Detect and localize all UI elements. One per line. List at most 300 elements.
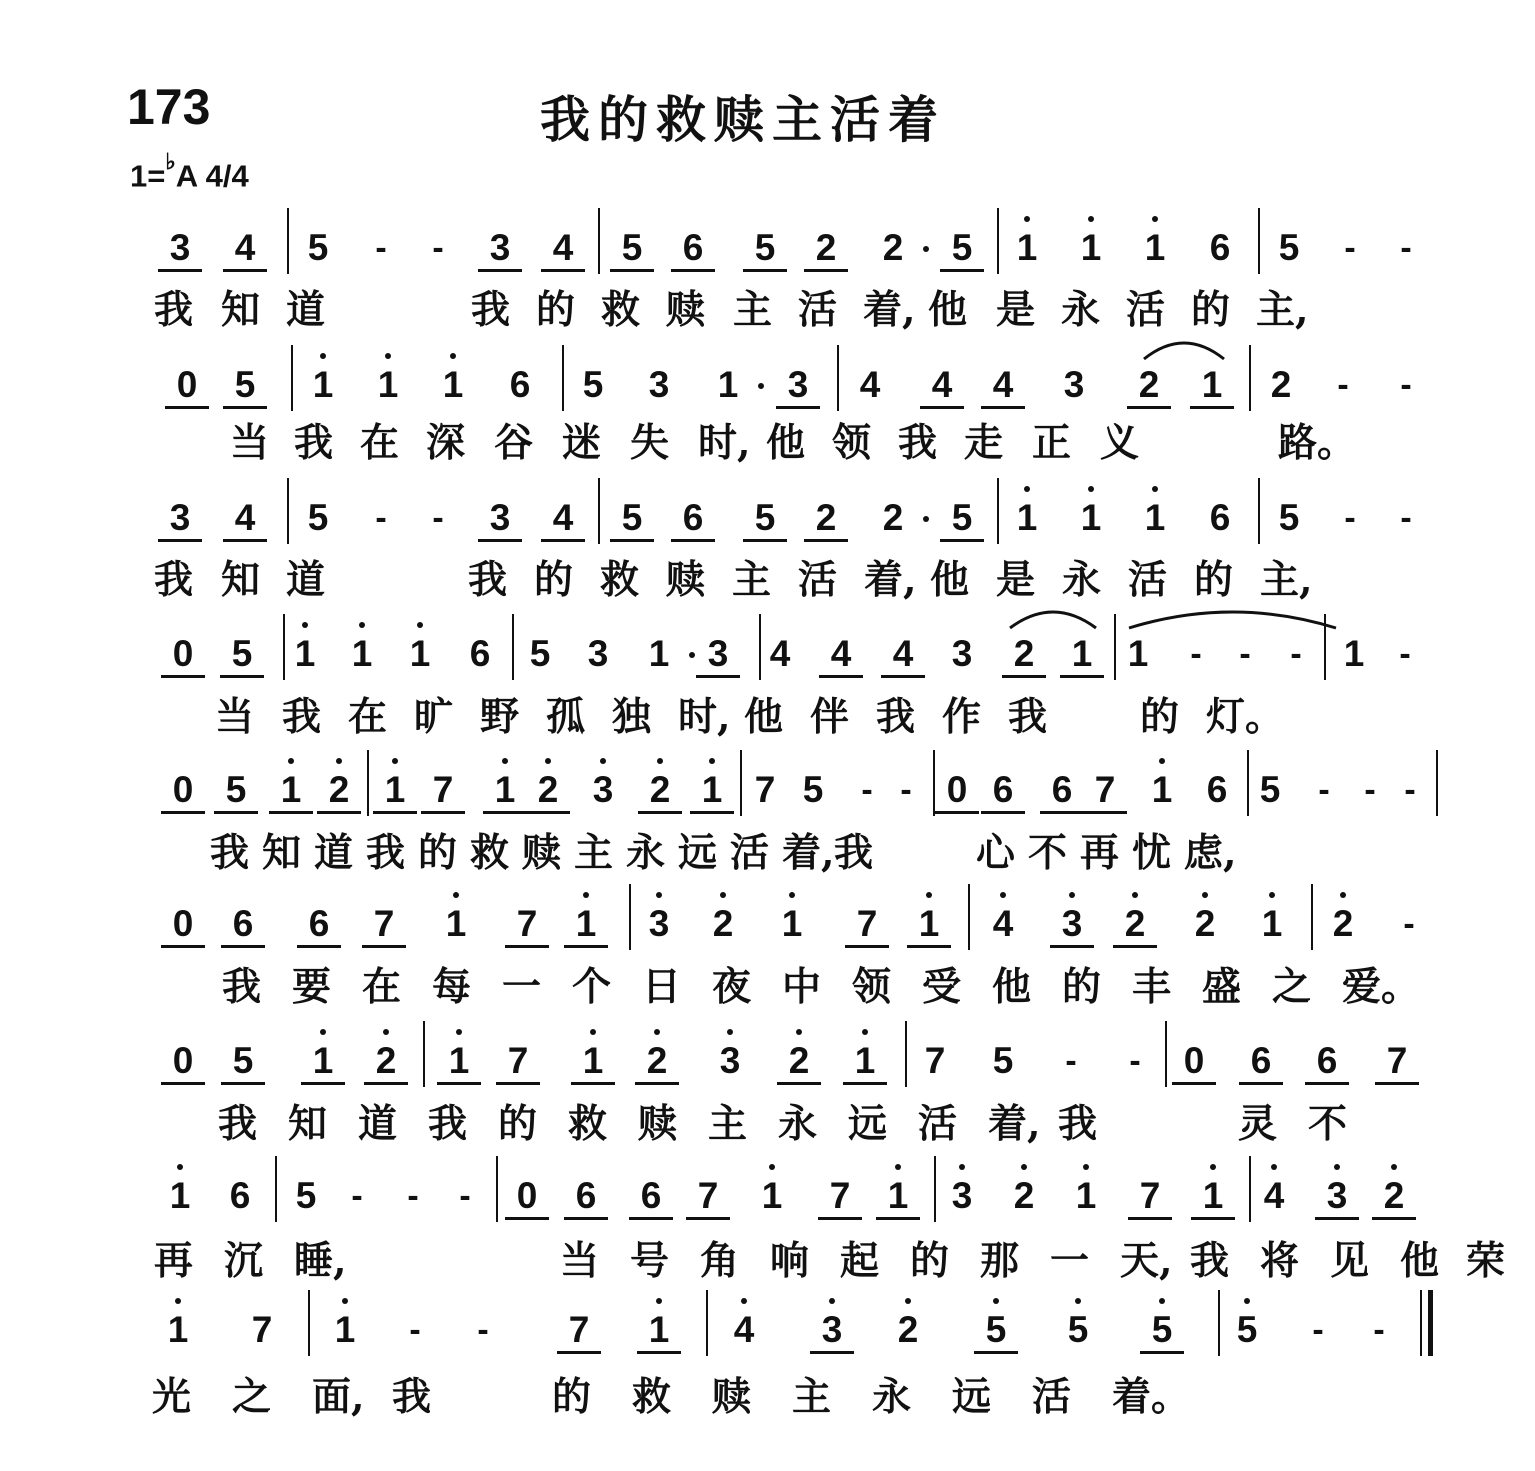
bar-line [934,1156,936,1222]
eighth-underline [223,406,267,409]
note: 5 [1278,497,1300,538]
eighth-underline [1128,1217,1172,1220]
lyric-char: 个 [572,964,612,1010]
note: 1 [1075,1175,1097,1216]
sustain-dash: - [432,229,444,267]
lyric-char: 我 [294,420,334,466]
eighth-underline [1239,1082,1283,1085]
high-octave-dot [456,1029,462,1035]
high-octave-dot [392,758,398,764]
lyric-char: 要 [292,964,332,1010]
eighth-underline [1140,1351,1184,1354]
bar-line [1311,884,1313,950]
note: 4 [552,227,574,268]
lyric-char: 他 [766,420,806,466]
sustain-dash: - [1399,635,1411,673]
bar-line [512,614,514,680]
sustain-dash: - [432,499,444,537]
high-octave-dot [1088,216,1094,222]
final-bar-line [1420,1290,1422,1356]
eighth-underline [505,1217,549,1220]
eighth-underline [161,675,205,678]
eighth-underline [845,945,889,948]
eighth-underline [610,269,654,272]
high-octave-dot [1271,1164,1277,1170]
lyric-char: 是 [996,557,1036,603]
note: 1 [445,903,467,944]
lyric-char: 知 [221,287,261,333]
key-time: A 4/4 [175,158,249,194]
eighth-underline [935,811,979,814]
augmentation-dot [689,652,695,658]
note: 1 [1127,633,1149,674]
high-octave-dot [1244,1298,1250,1304]
note: 1 [448,1040,470,1081]
lyric-char: 救 [568,1101,608,1147]
note: 6 [1316,1040,1338,1081]
note: 4 [552,497,574,538]
slur-arc [1006,602,1100,632]
final-bar-line [1428,1290,1433,1356]
note: 2 [1270,364,1292,405]
slur-arc [1125,602,1340,632]
high-octave-dot [1152,486,1158,492]
lyric-row [0,692,1535,752]
lyric-char: 的 [498,1101,538,1147]
note: 0 [172,903,194,944]
eighth-underline [776,406,820,409]
eighth-underline [629,1217,673,1220]
augmentation-dot [923,246,929,252]
note: 4 [234,227,256,268]
eighth-underline [1083,811,1127,814]
lyric-char: 在 [360,420,400,466]
eighth-underline [743,269,787,272]
eighth-underline [1191,1217,1235,1220]
eighth-underline [223,539,267,542]
note: 7 [1139,1175,1161,1216]
lyric-char: 的 [910,1238,950,1284]
note: 5 [951,497,973,538]
high-octave-dot [926,892,932,898]
eighth-underline [571,1082,615,1085]
lyric-char: 的 [536,287,576,333]
note: 5 [754,227,776,268]
lyric-char: 的 [552,1374,592,1420]
note: 1 [494,769,516,810]
eighth-underline [373,811,417,814]
note: 5 [1278,227,1300,268]
key-signature [130,149,249,194]
lyric-char: 活 [798,287,838,333]
sustain-dash: - [1344,499,1356,537]
lyric-row [0,285,1535,345]
lyric-char: 号 [630,1238,670,1284]
note: 3 [1061,903,1083,944]
sustain-dash: - [375,229,387,267]
note: 1 [717,364,739,405]
sustain-dash: - [1129,1042,1141,1080]
eighth-underline [1372,1217,1416,1220]
lyric-char: 永 [778,1101,818,1147]
note: 5 [232,1040,254,1081]
note: 3 [648,364,670,405]
bar-line [1258,208,1260,274]
lyric-char: 灯。 [1206,694,1285,740]
lyric-char: 之 [232,1374,272,1420]
lyric-char: 一 [1050,1238,1090,1284]
note: 1 [280,769,302,810]
note: 3 [821,1309,843,1350]
note: 1 [167,1309,189,1350]
lyric-char: 救 [600,557,640,603]
hymn-number: 173 [127,79,211,135]
eighth-underline [161,945,205,948]
lyric-char: 道 [286,287,326,333]
note: 2 [1124,903,1146,944]
note: 2 [897,1309,919,1350]
lyric-char: 活 [798,557,838,603]
note: 2 [788,1040,810,1081]
note: 2 [328,769,350,810]
lyric-char: 荣 [1466,1238,1506,1284]
lyric-char: 深 [426,420,466,466]
note: 5 [985,1309,1007,1350]
lyric-char: 救 [601,287,641,333]
note: 2 [882,227,904,268]
notation-row [0,634,1535,694]
eighth-underline [557,1351,601,1354]
eighth-underline [564,1217,608,1220]
sustain-dash: - [1404,771,1416,809]
note: 5 [225,769,247,810]
note: 5 [754,497,776,538]
high-octave-dot [657,758,663,764]
note: 1 [409,633,431,674]
lyric-char: 义 [1100,420,1140,466]
lyric-char: 我 [282,694,322,740]
eighth-underline [804,269,848,272]
sustain-dash: - [1400,499,1412,537]
eighth-underline [777,1082,821,1085]
note: 1 [1144,227,1166,268]
lyric-char: 赎 [712,1374,752,1420]
lyric-char: 赎 [522,830,562,876]
note: 6 [232,903,254,944]
high-octave-dot [359,622,365,628]
key-label: 1= [130,158,166,194]
high-octave-dot [383,1029,389,1035]
note: 2 [1013,633,1035,674]
lyric-char: 的 [1062,964,1102,1010]
lyric-char: 独 [612,694,652,740]
eighth-underline [214,811,258,814]
high-octave-dot [302,622,308,628]
eighth-underline [483,811,527,814]
lyric-char: 夜 [712,964,752,1010]
high-octave-dot [417,622,423,628]
lyric-char: 天, [1120,1238,1173,1284]
note: 1 [582,1040,604,1081]
note: 2 [1194,903,1216,944]
sustain-dash: - [1364,771,1376,809]
lyric-char: 我 [1058,1101,1098,1147]
note: 3 [719,1040,741,1081]
eighth-underline [638,811,682,814]
bar-line [1218,1290,1220,1356]
lyric-char: 正 [1032,420,1072,466]
note: 7 [829,1175,851,1216]
lyric-char: 虑, [1184,830,1237,876]
lyric-char: 爱。 [1342,964,1421,1010]
note: 1 [648,633,670,674]
lyric-char: 道 [358,1101,398,1147]
high-octave-dot [320,353,326,359]
lyric-char: 远 [678,830,718,876]
note: 3 [648,903,670,944]
lyric-char: 着, [782,830,835,876]
note: 6 [469,633,491,674]
eighth-underline [843,1082,887,1085]
note: 3 [489,497,511,538]
note: 0 [946,769,968,810]
sustain-dash: - [375,499,387,537]
lyric-char: 时, [698,420,751,466]
bar-line [287,478,289,544]
lyric-char: 不 [1028,830,1068,876]
note: 3 [1326,1175,1348,1216]
lyric-char: 活 [1128,557,1168,603]
high-octave-dot [905,1298,911,1304]
high-octave-dot [336,758,342,764]
eighth-underline [221,945,265,948]
eighth-underline [671,539,715,542]
note: 2 [649,769,671,810]
lyric-char: 远 [952,1374,992,1420]
lyric-char: 远 [848,1101,888,1147]
augmentation-dot [923,516,929,522]
note: 5 [307,497,329,538]
lyric-char: 灵 [1238,1101,1278,1147]
eighth-underline [1040,811,1084,814]
note: 2 [815,497,837,538]
note: 6 [229,1175,251,1216]
sustain-dash: - [861,771,873,809]
note: 1 [1343,633,1365,674]
lyric-char: 当 [560,1238,600,1284]
lyric-row [0,418,1535,478]
lyric-char: 着, [988,1101,1041,1147]
note: 1 [312,1040,334,1081]
lyric-char: 忧 [1132,830,1172,876]
note: 1 [169,1175,191,1216]
note: 1 [1071,633,1093,674]
bar-line [1247,750,1249,816]
bar-line [1436,750,1438,816]
lyric-char: 一 [502,964,542,1010]
lyric-char: 知 [221,557,261,603]
lyric-char: 他 [1400,1238,1440,1284]
high-octave-dot [741,1298,747,1304]
note: 3 [592,769,614,810]
high-octave-dot [829,1298,835,1304]
note: 7 [516,903,538,944]
eighth-underline [421,811,465,814]
note: 1 [1080,497,1102,538]
lyric-char: 着, [864,557,917,603]
high-octave-dot [654,1029,660,1035]
high-octave-dot [1069,892,1075,898]
note: 1 [351,633,373,674]
eighth-underline [297,945,341,948]
lyric-char: 永 [626,830,666,876]
lyric-char: 我 [471,287,511,333]
high-octave-dot [450,353,456,359]
lyric-char: 他 [992,964,1032,1010]
bar-line [740,750,742,816]
eighth-underline [686,1217,730,1220]
eighth-underline [564,945,608,948]
bar-line [997,208,999,274]
notation-row [0,770,1535,830]
lyric-char: 领 [852,964,892,1010]
note: 4 [859,364,881,405]
bar-line [837,345,839,411]
note: 3 [707,633,729,674]
lyric-char: 永 [872,1374,912,1420]
eighth-underline [364,1082,408,1085]
note: 1 [1201,364,1223,405]
note: 4 [931,364,953,405]
note: 7 [432,769,454,810]
lyric-char: 活 [1126,287,1166,333]
note: 6 [575,1175,597,1216]
lyric-char: 他 [930,557,970,603]
sustain-dash: - [1344,229,1356,267]
lyric-char: 在 [362,964,402,1010]
lyric-char: 我 [428,1101,468,1147]
lyric-row [0,1236,1535,1296]
lyric-char: 失 [630,420,670,466]
note: 1 [384,769,406,810]
note: 3 [169,497,191,538]
notation-row [0,1310,1535,1370]
bar-line [997,478,999,544]
note: 2 [1383,1175,1405,1216]
high-octave-dot [1269,892,1275,898]
high-octave-dot [583,892,589,898]
lyric-char: 主 [574,830,614,876]
note: 1 [334,1309,356,1350]
bar-line [598,478,600,544]
lyric-char: 活 [730,830,770,876]
high-octave-dot [385,353,391,359]
lyric-char: 日 [642,964,682,1010]
sustain-dash: - [900,771,912,809]
high-octave-dot [1021,1164,1027,1170]
note: 6 [1206,769,1228,810]
eighth-underline [317,811,361,814]
note: 1 [854,1040,876,1081]
note: 5 [234,364,256,405]
high-octave-dot [1391,1164,1397,1170]
lyric-char: 丰 [1132,964,1172,1010]
eighth-underline [696,675,740,678]
high-octave-dot [789,892,795,898]
sustain-dash: - [1312,1311,1324,1349]
slur-arc [1140,333,1228,363]
note: 5 [231,633,253,674]
eighth-underline [671,269,715,272]
note: 6 [1250,1040,1272,1081]
high-octave-dot [1334,1164,1340,1170]
lyric-row [0,1099,1535,1159]
bar-line [629,884,631,950]
notation-row [0,228,1535,288]
lyric-char: 我 [898,420,938,466]
note: 7 [507,1040,529,1081]
lyric-char: 知 [262,830,302,876]
lyric-row [0,962,1535,1022]
eighth-underline [940,539,984,542]
note: 0 [176,364,198,405]
note: 1 [377,364,399,405]
note: 6 [640,1175,662,1216]
eighth-underline [1002,675,1046,678]
bar-line [706,1290,708,1356]
note: 6 [992,769,1014,810]
note: 5 [1067,1309,1089,1350]
high-octave-dot [453,892,459,898]
sustain-dash: - [1318,771,1330,809]
eighth-underline [158,539,202,542]
eighth-underline [743,539,787,542]
lyric-char: 我 [1190,1238,1230,1284]
high-octave-dot [796,1029,802,1035]
high-octave-dot [1210,1164,1216,1170]
eighth-underline [541,269,585,272]
note: 3 [1063,364,1085,405]
lyric-char: 我 [468,557,508,603]
lyric-char: 领 [832,420,872,466]
high-octave-dot [656,1298,662,1304]
eighth-underline [1190,406,1234,409]
note: 4 [733,1309,755,1350]
eighth-underline [876,1217,920,1220]
lyric-char: 道 [286,557,326,603]
high-octave-dot [175,1298,181,1304]
note: 2 [375,1040,397,1081]
lyric-char: 不 [1308,1101,1348,1147]
lyric-char: 那 [980,1238,1020,1284]
high-octave-dot [342,1298,348,1304]
lyric-char: 着。 [1112,1374,1191,1420]
notation-row [0,365,1535,425]
sustain-dash: - [1190,635,1202,673]
note: 6 [1209,227,1231,268]
eighth-underline [437,1082,481,1085]
note: 6 [509,364,531,405]
lyric-char: 孤 [546,694,586,740]
bar-line [496,1156,498,1222]
high-octave-dot [177,1164,183,1170]
note: 1 [442,364,464,405]
bar-line [1165,1021,1167,1087]
note: 4 [830,633,852,674]
lyric-char: 受 [922,964,962,1010]
high-octave-dot [656,892,662,898]
bar-line [1249,345,1251,411]
